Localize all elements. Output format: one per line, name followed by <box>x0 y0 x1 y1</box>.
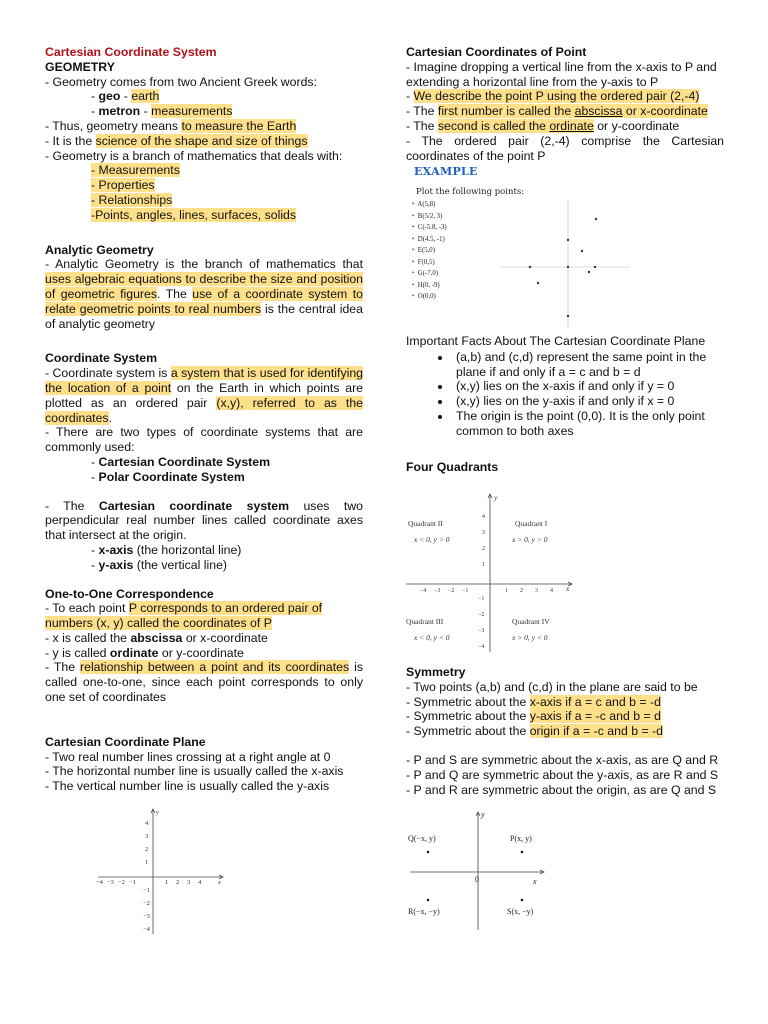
relationship-line: - The relationship between a point and its coordinates is called one-to-one, since each point corresponds to only one set of coordinates <box>45 660 363 705</box>
x-tick: 4 <box>198 879 202 886</box>
it-is-line: - It is the science of the shape and size of things <box>45 133 308 148</box>
thus-line: - Thus, geometry means to measure the Earth <box>45 118 297 133</box>
point-label: Q(−x, y) <box>408 834 436 843</box>
list-item: • E(5,0) <box>412 247 435 254</box>
plane-item: - The horizontal number line is usually called the x-axis <box>45 764 344 779</box>
y-tick: −2 <box>143 900 150 907</box>
y-axis-label: y <box>156 809 159 816</box>
plane-item: - The vertical number line is usually called the y-axis <box>45 779 330 794</box>
svg-text:4: 4 <box>550 588 553 594</box>
list-item: • (x,y) lies on the y-axis if and only if x = 0 <box>452 394 724 409</box>
y-tick: 2 <box>145 846 149 853</box>
svg-text:−4: −4 <box>420 588 427 594</box>
left-column <box>45 45 363 794</box>
point-line: - Imagine dropping a vertical line from the x-axis to P and extending a horizontal line from the y-axis to P <box>406 59 717 89</box>
analytic-heading: Analytic Geometry <box>45 242 154 257</box>
y-tick: 4 <box>145 820 149 827</box>
symmetry-intro: - Two points (a,b) and (c,d) in the plane are said to be <box>406 679 698 694</box>
point-label: P(x, y) <box>510 834 532 843</box>
cartesian-coords-line: - The ordered pair (2,-4) comprise the Cartesian coordinates of the point P <box>406 133 724 163</box>
coordinate-plane-heading: Cartesian Coordinate Plane <box>45 734 206 749</box>
quadrant-name: Quadrant II <box>408 519 443 528</box>
list-item: • The origin is the point (0,0). It is the only point common to both axes <box>452 409 724 439</box>
quadrant-condition: x < 0, y < 0 <box>414 633 450 642</box>
point-marker <box>521 851 524 854</box>
quadrant-condition: x > 0, y < 0 <box>512 633 548 642</box>
y-tick: −3 <box>143 913 150 920</box>
point-marker <box>427 899 430 902</box>
svg-text:1: 1 <box>482 562 485 568</box>
example-plot <box>498 193 632 331</box>
example-label: EXAMPLE <box>414 165 478 178</box>
example-figure <box>408 163 632 331</box>
svg-text:3: 3 <box>482 530 485 536</box>
svg-text:−1: −1 <box>478 596 485 602</box>
facts-list <box>406 350 724 439</box>
origin-label: 0 <box>475 875 479 884</box>
symmetry-section <box>406 665 724 797</box>
point-marker <box>521 899 524 902</box>
symmetry-y-line: - Symmetric about the y-axis if a = -c and b = d <box>406 709 661 724</box>
example-prompt: Plot the following points: <box>416 187 525 197</box>
y-axis-label: y <box>494 493 498 502</box>
metron-word-item: - metron - measurements <box>91 104 233 119</box>
symmetry-x-line: - Symmetric about the x-axis if a = c and b = -d <box>406 694 661 709</box>
geo-word-item: - geo - earth <box>91 89 160 104</box>
list-item: • O(0,0) <box>412 293 436 300</box>
symmetry-figure <box>404 808 554 933</box>
right-column <box>406 45 724 163</box>
x-axis-label: x <box>566 584 570 593</box>
svg-text:2: 2 <box>482 546 485 552</box>
ordered-pair-line: - We describe the point P using the ordered pair (2,-4) <box>406 89 700 104</box>
two-types-line: - There are two types of coordinate systems that are commonly used: <box>45 425 363 455</box>
analytic-paragraph: - Analytic Geometry is the branch of mathematics that uses algebraic equations to describe the size and position of geometric figures. The use of a coordinate system to relate geometric points to real numbers is the central idea of analytic geometry <box>45 257 363 331</box>
one-to-one-line: - To each point P corresponds to an ordered pair of numbers (x, y) called the coordinates of P <box>45 601 323 631</box>
y-tick: 1 <box>145 859 149 866</box>
svg-text:−2: −2 <box>448 588 455 594</box>
list-item: • B(5/2, 3) <box>412 212 443 220</box>
svg-text:2: 2 <box>520 588 523 594</box>
list-item: • (a,b) and (c,d) represent the same point in the plane if and only if a = c and b = d <box>452 350 724 380</box>
x-tick: 3 <box>187 879 191 886</box>
list-item: • G(-7,0) <box>412 270 438 277</box>
abscissa-line: - x is called the abscissa or x-coordinate <box>45 630 268 645</box>
symmetry-pair-line: - P and R are symmetric about the origin, as are Q and S <box>406 782 717 797</box>
svg-text:3: 3 <box>535 588 538 594</box>
quadrant-condition: x > 0, y > 0 <box>512 535 548 544</box>
y-tick: −4 <box>143 926 150 933</box>
facts-heading: Important Facts About The Cartesian Coordinate Plane <box>406 334 706 348</box>
svg-text:−2: −2 <box>478 612 485 618</box>
example-points-list <box>412 199 447 303</box>
svg-text:−3: −3 <box>434 588 441 594</box>
symmetry-heading: Symmetry <box>406 665 466 679</box>
x-axis-item: - x-axis (the horizontal line) <box>91 542 242 557</box>
branch-item: - Relationships <box>91 192 173 207</box>
one-to-one-heading: One-to-One Correspondence <box>45 586 214 601</box>
svg-text:y: y <box>481 810 485 819</box>
point-label: R(−x, −y) <box>408 907 440 916</box>
svg-text:−4: −4 <box>478 644 485 650</box>
type-item: - Polar Coordinate System <box>91 469 245 484</box>
branch-item: -Points, angles, lines, surfaces, solids <box>91 207 297 222</box>
coordinate-plane-figure <box>90 808 230 938</box>
y-tick: −1 <box>143 887 150 894</box>
list-item: • C(-5.8, -3) <box>412 224 447 231</box>
geo-origin-line: - Geometry comes from two Ancient Greek words: <box>45 74 317 89</box>
x-tick: −2 <box>118 879 125 886</box>
ordinate-line: - y is called ordinate or y-coordinate <box>45 645 244 660</box>
branch-item: - Properties <box>91 178 155 193</box>
quadrants-heading: Four Quadrants <box>406 460 499 474</box>
second-number-line: - The second is called the ordinate or y-coordinate <box>406 118 680 133</box>
x-tick: 1 <box>165 879 169 886</box>
plane-item: - Two real number lines crossing at a right angle at 0 <box>45 749 331 764</box>
branch-line: - Geometry is a branch of mathematics that deals with: <box>45 148 343 163</box>
document-title: Cartesian Coordinate System <box>45 45 217 59</box>
y-tick: 3 <box>145 833 149 840</box>
x-tick: −3 <box>107 879 114 886</box>
quadrant-name: Quadrant III <box>406 617 444 626</box>
svg-text:x: x <box>533 877 537 886</box>
list-item: • H(0, -9) <box>412 281 440 289</box>
coordinate-system-heading: Coordinate System <box>45 351 158 366</box>
first-number-line: - The first number is called the abscissa or x-coordinate <box>406 104 708 119</box>
list-item: • (x,y) lies on the x-axis if and only if y = 0 <box>452 379 724 394</box>
symmetry-origin-line: - Symmetric about the origin if a = -c and b = -d <box>406 724 663 739</box>
point-marker <box>427 851 430 854</box>
cartesian-paragraph: - The Cartesian coordinate system uses two perpendicular real number lines called coordinate axes that intersect at the origin. <box>45 498 363 543</box>
x-tick: −1 <box>129 879 136 886</box>
example-points <box>529 218 597 317</box>
type-item: - Cartesian Coordinate System <box>91 454 271 469</box>
symmetry-pair-line: - P and S are symmetric about the x-axis, as are Q and R <box>406 752 719 767</box>
branch-item: - Measurements <box>91 163 180 178</box>
svg-text:−1: −1 <box>462 588 469 594</box>
coordinate-system-paragraph: - Coordinate system is a system that is used for identifying the location of a point on the Earth in which points are plotted as an ordered pair (x,y), referred to as the coordinates. <box>45 366 364 425</box>
facts-section <box>406 334 724 439</box>
svg-text:1: 1 <box>505 588 508 594</box>
list-item: • F(0,5) <box>412 258 435 266</box>
list-item: • D(4.5, -1) <box>412 235 445 243</box>
quadrants-figure <box>400 490 576 655</box>
x-tick: 2 <box>176 879 180 886</box>
geometry-heading: GEOMETRY <box>45 59 115 74</box>
x-tick: −4 <box>96 879 103 886</box>
symmetry-pair-line: - P and Q are symmetric about the y-axis, as are R and S <box>406 767 719 782</box>
quadrant-condition: x < 0, y > 0 <box>414 535 450 544</box>
point-heading: Cartesian Coordinates of Point <box>406 45 587 59</box>
x-axis-label: x <box>218 879 221 886</box>
quadrant-name: Quadrant IV <box>512 617 550 626</box>
svg-text:−3: −3 <box>478 628 485 634</box>
svg-text:4: 4 <box>482 514 485 520</box>
point-label: S(x, −y) <box>507 907 534 916</box>
quadrant-name: Quadrant I <box>515 519 548 528</box>
y-axis-item: - y-axis (the vertical line) <box>91 557 228 572</box>
list-item: • A(5,8) <box>412 201 436 208</box>
